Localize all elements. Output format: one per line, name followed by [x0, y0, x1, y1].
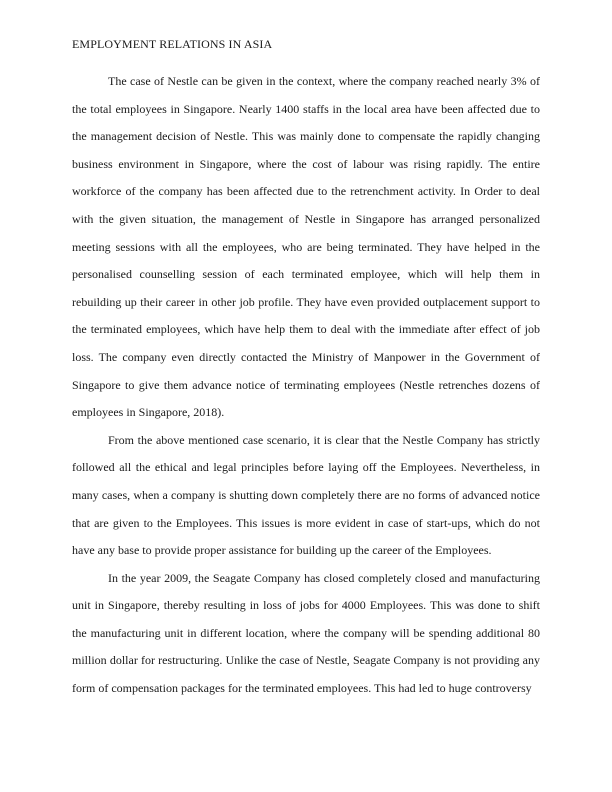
paragraph-nestle-case: The case of Nestle can be given in the context, where the company reached nearly 3% of the total employees in Singapore. Nearly 1400 staffs in the local area have been affected due to the management decision of Nestle. This was mainly done to compensate the rapidly changing business environment in Singapore, where the cost of labour was rising rapidly. The entire workforce of the company has been affected due to the retrenchment activity. In Order to deal with the given situation, the management of Nestle in Singapore has arranged personalized meeting sessions with all the employees, who are being terminated. They have helped in the personalised counselling session of each terminated employee, which will help them in rebuilding up their career in other job profile. They have even provided outplacement support to the terminated employees, which have help them to deal with the immediate after effect of job loss. The company even directly contacted the Ministry of Manpower in the Government of Singapore to give them advance notice of terminating employees (Nestle retrenches dozens of employees in Singapore, 2018). — [72, 74, 540, 420]
body-text — [72, 68, 540, 703]
paragraph-case-analysis: From the above mentioned case scenario, it is clear that the Nestle Company has strictly followed all the ethical and legal principles before laying off the Employees. Nevertheless, in many cases, when a company is shutting down completely there are no forms of advanced notice that are given to the Employees. This issues is more evident in case of start-ups, which do not have any base to provide proper assistance for building up the career of the Employees. — [72, 432, 540, 558]
running-header: EMPLOYMENT RELATIONS IN ASIA — [72, 37, 273, 51]
paragraph-seagate-case: In the year 2009, the Seagate Company has closed completely closed and manufacturing unit in Singapore, thereby resulting in loss of jobs for 4000 Employees. This was done to shift the manufacturing unit in different location, where the company will be spending additional 80 million dollar for restructuring. Unlike the case of Nestle, Seagate Company is not providing any form of compensation packages for the terminated employees. This had led to huge controversy — [72, 570, 540, 696]
